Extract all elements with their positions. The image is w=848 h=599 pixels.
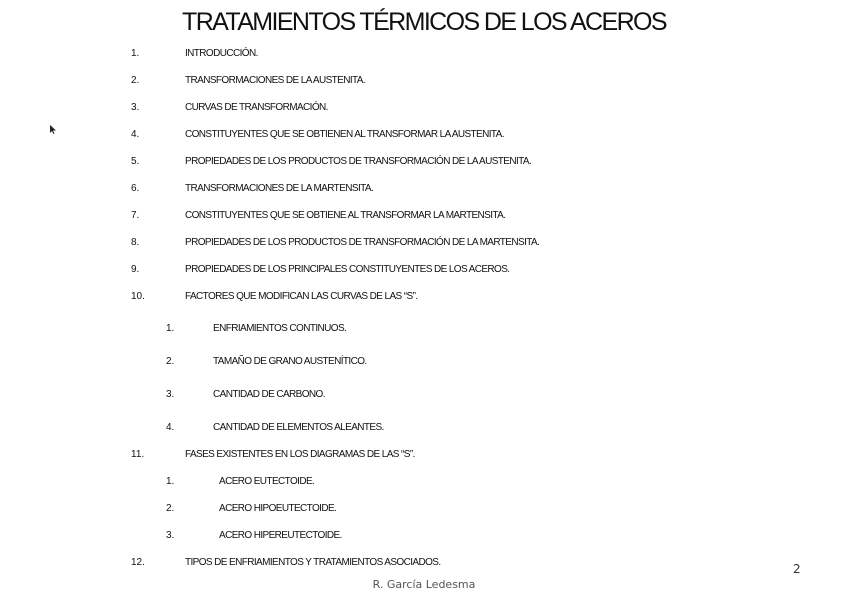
mouse-pointer-icon (50, 125, 57, 134)
sub-item-number: 2. (166, 503, 175, 514)
toc-item: TRANSFORMACIONES DE LA AUSTENITA. (185, 75, 366, 86)
toc-item: PROPIEDADES DE LOS PRODUCTOS DE TRANSFORMACIÓN DE LA AUSTENITA. (185, 156, 532, 167)
sub-item-number: 2. (166, 356, 175, 367)
toc-item: TIPOS DE ENFRIAMIENTOS Y TRATAMIENTOS ASOCIADOS. (185, 557, 441, 568)
toc-item: TRANSFORMACIONES DE LA MARTENSITA. (185, 183, 374, 194)
toc-item: CONSTITUYENTES QUE SE OBTIENEN AL TRANSFORMAR LA AUSTENITA. (185, 129, 504, 140)
toc-sub-item: CANTIDAD DE ELEMENTOS ALEANTES. (213, 422, 384, 433)
sub-item-number: 1. (166, 476, 175, 487)
toc-sub-item: ACERO HIPEREUTECTOIDE. (219, 530, 342, 541)
toc-sub-item: ENFRIAMIENTOS CONTINUOS. (213, 323, 347, 334)
toc-item: FACTORES QUE MODIFICAN LAS CURVAS DE LAS “S”. (185, 291, 418, 302)
item-number: 12. (131, 557, 145, 568)
sub-item-number: 3. (166, 389, 175, 400)
item-number: 4. (131, 129, 140, 140)
item-number: 8. (131, 237, 140, 248)
page-number: 2 (793, 562, 801, 576)
toc-item: PROPIEDADES DE LOS PRINCIPALES CONSTITUYENTES DE LOS ACEROS. (185, 264, 510, 275)
item-number: 6. (131, 183, 140, 194)
toc-item: INTRODUCCIÓN. (185, 48, 258, 59)
item-number: 5. (131, 156, 140, 167)
toc-sub-item: ACERO HIPOEUTECTOIDE. (219, 503, 337, 514)
item-number: 10. (131, 291, 145, 302)
item-number: 3. (131, 102, 140, 113)
item-number: 7. (131, 210, 140, 221)
item-number: 1. (131, 48, 140, 59)
toc-sub-item: TAMAÑO DE GRANO AUSTENÍTICO. (213, 356, 367, 367)
item-number: 9. (131, 264, 140, 275)
toc-item: FASES EXISTENTES EN LOS DIAGRAMAS DE LAS “S”. (185, 449, 415, 460)
item-number: 2. (131, 75, 140, 86)
toc-sub-item: ACERO EUTECTOIDE. (219, 476, 315, 487)
item-number: 11. (131, 449, 145, 460)
sub-item-number: 3. (166, 530, 175, 541)
toc-item: CONSTITUYENTES QUE SE OBTIENE AL TRANSFORMAR LA MARTENSITA. (185, 210, 506, 221)
footer-author: R. García Ledesma (372, 578, 476, 591)
sub-item-number: 1. (166, 323, 175, 334)
page-title: TRATAMIENTOS TÉRMICOS DE LOS ACEROS (182, 8, 666, 36)
toc-item: PROPIEDADES DE LOS PRODUCTOS DE TRANSFORMACIÓN DE LA MARTENSITA. (185, 237, 540, 248)
toc-item: CURVAS DE TRANSFORMACIÓN. (185, 102, 328, 113)
sub-item-number: 4. (166, 422, 175, 433)
toc-sub-item: CANTIDAD DE CARBONO. (213, 389, 325, 400)
